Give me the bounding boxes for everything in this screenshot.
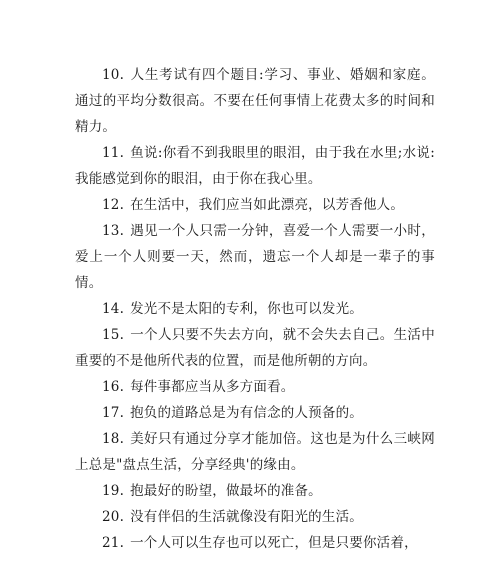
paragraph-20 bbox=[75, 504, 435, 530]
paragraph-number: 20. bbox=[102, 509, 125, 525]
paragraph-11 bbox=[75, 140, 435, 192]
document-body bbox=[75, 62, 435, 556]
paragraph-19 bbox=[75, 478, 435, 504]
paragraph-number: 13. bbox=[102, 223, 125, 239]
paragraph-text: 抱负的道路总是为有信念的人预备的。 bbox=[130, 405, 363, 421]
paragraph-15 bbox=[75, 322, 435, 374]
paragraph-14 bbox=[75, 296, 435, 322]
paragraph-16 bbox=[75, 374, 435, 400]
paragraph-21 bbox=[75, 530, 435, 556]
paragraph-17 bbox=[75, 400, 435, 426]
paragraph-number: 16. bbox=[102, 379, 125, 395]
paragraph-number: 11. bbox=[102, 145, 125, 161]
paragraph-text: 没有伴侣的生活就像没有阳光的生活。 bbox=[130, 509, 363, 525]
paragraph-number: 19. bbox=[102, 483, 125, 499]
paragraph-text: 一个人只要不失去方向，就不会失去自己。生活中重要的不是他所代表的位置，而是他所朝的方向。 bbox=[75, 327, 435, 369]
paragraph-number: 12. bbox=[102, 197, 125, 213]
paragraph-18 bbox=[75, 426, 435, 478]
paragraph-10 bbox=[75, 62, 435, 140]
paragraph-13 bbox=[75, 218, 435, 296]
paragraph-text: 抱最好的盼望，做最坏的准备。 bbox=[130, 483, 322, 499]
paragraph-text: 人生考试有四个题目:学习、事业、婚姻和家庭。通过的平均分数很高。不要在任何事情上花费太多的时间和精力。 bbox=[75, 67, 435, 135]
paragraph-number: 14. bbox=[102, 301, 125, 317]
paragraph-number: 18. bbox=[102, 431, 125, 447]
paragraph-text: 鱼说:你看不到我眼里的眼泪，由于我在水里;水说:我能感觉到你的眼泪，由于你在我心里。 bbox=[75, 145, 435, 187]
paragraph-text: 每件事都应当从多方面看。 bbox=[130, 379, 295, 395]
paragraph-text: 遇见一个人只需一分钟，喜爱一个人需要一小时，爱上一个人则要一天，然而，遗忘一个人却是一辈子的事情。 bbox=[75, 223, 435, 291]
paragraph-text: 美好只有通过分享才能加倍。这也是为什么三峡网上总是"盘点生活，分享经典'的缘由。 bbox=[75, 431, 435, 473]
paragraph-number: 10. bbox=[102, 67, 125, 83]
paragraph-text: 一个人可以生存也可以死亡，但是只要你活着， bbox=[130, 535, 418, 551]
paragraph-number: 17. bbox=[102, 405, 125, 421]
paragraph-text: 在生活中，我们应当如此漂亮，以芳香他人。 bbox=[130, 197, 405, 213]
paragraph-number: 21. bbox=[102, 535, 125, 551]
paragraph-number: 15. bbox=[102, 327, 125, 343]
paragraph-text: 发光不是太阳的专利，你也可以发光。 bbox=[130, 301, 363, 317]
paragraph-12 bbox=[75, 192, 435, 218]
